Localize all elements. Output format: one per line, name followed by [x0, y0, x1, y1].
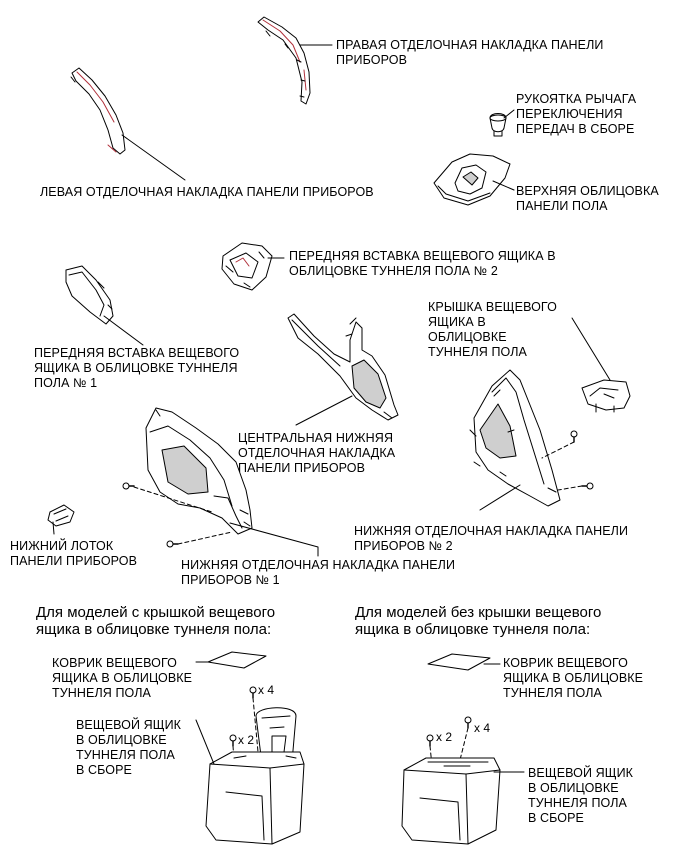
- shift-knob-part: [490, 114, 506, 137]
- header-with-lid: Для моделей с крышкой вещевого ящика в облицовке туннеля пола:: [36, 604, 276, 638]
- front-insert-1-part: [66, 266, 113, 324]
- label-box-assy-left: ВЕЩЕВОЙ ЯЩИК В ОБЛИЦОВКЕ ТУННЕЛЯ ПОЛА В СБОРЕ: [76, 718, 182, 777]
- box-assy-left-part: [206, 708, 304, 844]
- label-lower-trim-2: НИЖНЯЯ ОТДЕЛОЧНАЯ НАКЛАДКА ПАНЕЛИ ПРИБОРОВ № 2: [354, 524, 629, 553]
- label-front-insert-2: ПЕРЕДНЯЯ ВСТАВКА ВЕЩЕВОГО ЯЩИКА В ОБЛИЦОВКЕ ТУННЕЛЯ ПОЛА № 2: [289, 249, 556, 278]
- label-box-assy-right: ВЕЩЕВОЙ ЯЩИК В ОБЛИЦОВКЕ ТУННЕЛЯ ПОЛА В СБОРЕ: [528, 766, 634, 825]
- screw-lower-trim-2-a: [571, 431, 577, 442]
- screw-lower-trim-1-b: [167, 541, 178, 547]
- box-assy-right-part: [402, 758, 500, 844]
- qty-right-x2: x 2: [436, 730, 453, 744]
- screw-left-x4: [250, 687, 256, 698]
- header-without-lid: Для моделей без крышки вещевого ящика в облицовке туннеля пола:: [355, 604, 602, 638]
- qty-right-x4: x 4: [474, 721, 491, 735]
- mat-left-part: [208, 652, 266, 668]
- label-box-lid: КРЫШКА ВЕЩЕВОГО ЯЩИКА В ОБЛИЦОВКЕ ТУННЕЛЯ ПОЛА: [428, 300, 557, 359]
- center-lower-trim-part: [288, 314, 398, 420]
- box-lid-part: [582, 380, 630, 412]
- left-trim-part: [71, 68, 125, 154]
- screw-lower-trim-2-b: [582, 483, 593, 489]
- label-lower-tray: НИЖНИЙ ЛОТОК ПАНЕЛИ ПРИБОРОВ: [10, 539, 138, 568]
- label-lower-trim-1: НИЖНЯЯ ОТДЕЛОЧНАЯ НАКЛАДКА ПАНЕЛИ ПРИБОРОВ № 1: [181, 558, 456, 587]
- label-mat-right: КОВРИК ВЕЩЕВОГО ЯЩИКА В ОБЛИЦОВКЕ ТУННЕЛЯ ПОЛА: [503, 656, 644, 700]
- upper-console-part: [434, 154, 510, 205]
- lower-trim-1-part: [146, 408, 252, 534]
- label-left-trim: ЛЕВАЯ ОТДЕЛОЧНАЯ НАКЛАДКА ПАНЕЛИ ПРИБОРОВ: [40, 185, 374, 199]
- label-front-insert-1: ПЕРЕДНЯЯ ВСТАВКА ВЕЩЕВОГО ЯЩИКА В ОБЛИЦОВКЕ ТУННЕЛЯ ПОЛА № 1: [34, 346, 240, 390]
- lower-trim-2-part: [470, 370, 560, 506]
- label-center-lower-trim: ЦЕНТРАЛЬНАЯ НИЖНЯЯ ОТДЕЛОЧНАЯ НАКЛАДКА ПАНЕЛИ ПРИБОРОВ: [238, 431, 396, 475]
- label-right-trim: ПРАВАЯ ОТДЕЛОЧНАЯ НАКЛАДКА ПАНЕЛИ ПРИБОРОВ: [336, 38, 604, 67]
- lower-tray-part: [48, 505, 74, 526]
- label-shift-knob: РУКОЯТКА РЫЧАГА ПЕРЕКЛЮЧЕНИЯ ПЕРЕДАЧ В СБОРЕ: [516, 92, 637, 136]
- qty-left-x2: x 2: [238, 733, 255, 747]
- screw-right-x2: [427, 735, 433, 746]
- front-insert-2-part: [222, 243, 272, 290]
- right-trim-part: [258, 17, 310, 104]
- screw-right-x4: [465, 717, 471, 728]
- label-mat-left: КОВРИК ВЕЩЕВОГО ЯЩИКА В ОБЛИЦОВКЕ ТУННЕЛЯ ПОЛА: [52, 656, 193, 700]
- label-upper-console: ВЕРХНЯЯ ОБЛИЦОВКА ПАНЕЛИ ПОЛА: [516, 184, 659, 213]
- screw-lower-trim-1-a: [123, 483, 134, 489]
- mat-right-part: [428, 654, 490, 670]
- qty-left-x4: x 4: [258, 683, 275, 697]
- screw-left-x2: [230, 735, 236, 746]
